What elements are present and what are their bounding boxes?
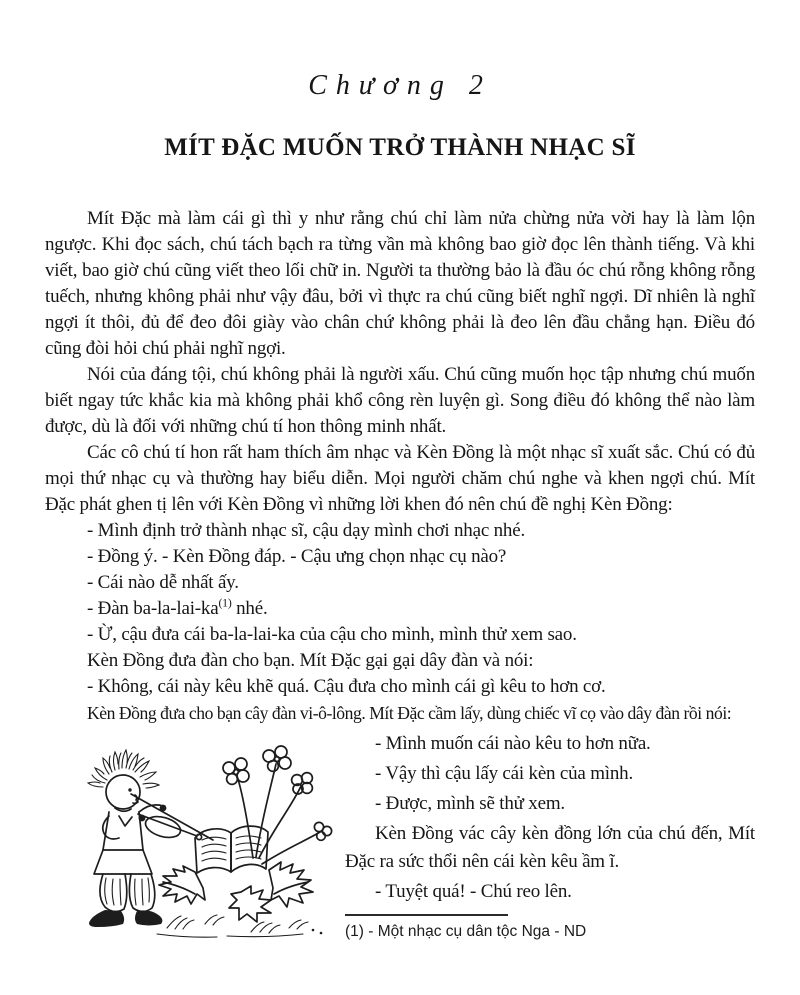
footnote-text: (1) - Một nhạc cụ dân tộc Nga - ND — [345, 923, 587, 940]
page-title: MÍT ĐẶC MUỐN TRỞ THÀNH NHẠC SĨ — [164, 134, 636, 161]
dialogue-line: - Mình định trở thành nhạc sĩ, cậu dạy mình chơi nhạc nhé. — [87, 520, 525, 541]
dialogue-line: - Không, cái này kêu khẽ quá. Cậu đưa cho mình cái gì kêu to hơn cơ. — [87, 676, 606, 697]
boy-trousers — [100, 874, 155, 912]
plant-leaves — [159, 862, 313, 922]
narration-line: Kèn Đồng vác cây kèn đồng lớn của chú đến, Mít Đặc ra sức thổi nên cái kèn kêu ầm ĩ. — [345, 823, 755, 872]
paragraph: Các cô chú tí hon rất ham thích âm nhạc và Kèn Đồng là một nhạc sĩ xuất sắc. Chú có đủ mọi thứ nhạc cụ và thường hay biểu diễn. Mọi người chăm chú nghe và khen ngợi chú. Mít Đặc phát ghen tị lên với Kèn Đồng vì những lời khen đó nên chú đề nghị Kèn Đồng: — [45, 442, 755, 515]
footnote-divider — [345, 914, 508, 916]
body-text — [45, 206, 755, 942]
dialogue-text: nhé. — [231, 598, 268, 619]
boy-hair — [88, 750, 159, 788]
dialogue-line: - Vậy thì cậu lấy cái kèn của mình. — [375, 763, 634, 784]
dialogue-line: - Cái nào dễ nhất ấy. — [87, 572, 239, 593]
dialogue-text: - Đàn ba-la-lai-ka — [87, 598, 219, 619]
dialogue-line: - Mình muốn cái nào kêu to hơn nữa. — [375, 733, 651, 754]
dialogue-line: - Đồng ý. - Kèn Đồng đáp. - Cậu ưng chọn nhạc cụ nào? — [87, 546, 507, 567]
chapter-heading: Chương 2 — [308, 70, 492, 101]
dialogue-line: - Tuyệt quá! - Chú reo lên. — [375, 881, 572, 902]
narration-line: Kèn Đồng đưa đàn cho bạn. Mít Đặc gại gại dây đàn và nói: — [87, 650, 534, 671]
plant-stems — [237, 764, 320, 864]
boy-head — [106, 775, 140, 809]
paragraph: Nói của đáng tội, chú không phải là người xấu. Chú cũng muốn học tập nhưng chú muốn biết ngay tức khắc kia mà không phải khổ công rèn luyện gì. Song điều đó không thể nào làm được, dù là đối với những chú tí hon thông minh nhất. — [45, 364, 755, 437]
dialogue-line-balalaika — [45, 596, 755, 622]
narration-line: Kèn Đồng đưa cho bạn cây đàn vi-ô-lông. Mít Đặc cầm lấy, dùng chiếc vĩ cọ vào dây đàn rồi nói: — [87, 703, 732, 723]
paragraph: Mít Đặc mà làm cái gì thì y như rằng chú chỉ làm nửa chừng nửa vời hay là làm lộn ngược. Khi đọc sách, chú tách bạch ra từng vần mà không bao giờ đọc lên thành tiếng. Và khi viết, bao giờ chú cũng viết theo lối chữ in. Người ta thường bảo là đầu óc chú rỗng không rỗng tuếch, nhưng không phải như vậy đâu, bởi vì thực ra chú cũng biết nghĩ ngợi. Dĩ nhiên là nghĩ ngợi ít thôi, đủ để đeo đôi giày vào chân chứ không phải là đeo lên đầu chẳng hạn. Điều đó cũng đòi hỏi chú phải nghĩ ngợi. — [45, 208, 755, 359]
dialogue-line: - Được, mình sẽ thử xem. — [375, 793, 565, 814]
illustration-drawing — [45, 732, 335, 940]
dialogue-line: - Ừ, cậu đưa cái ba-la-lai-ka của cậu cho mình, mình thử xem sao. — [87, 624, 577, 645]
boy-shoes — [89, 910, 162, 927]
footnote — [345, 914, 755, 942]
footnote-reference: (1) — [218, 596, 232, 610]
